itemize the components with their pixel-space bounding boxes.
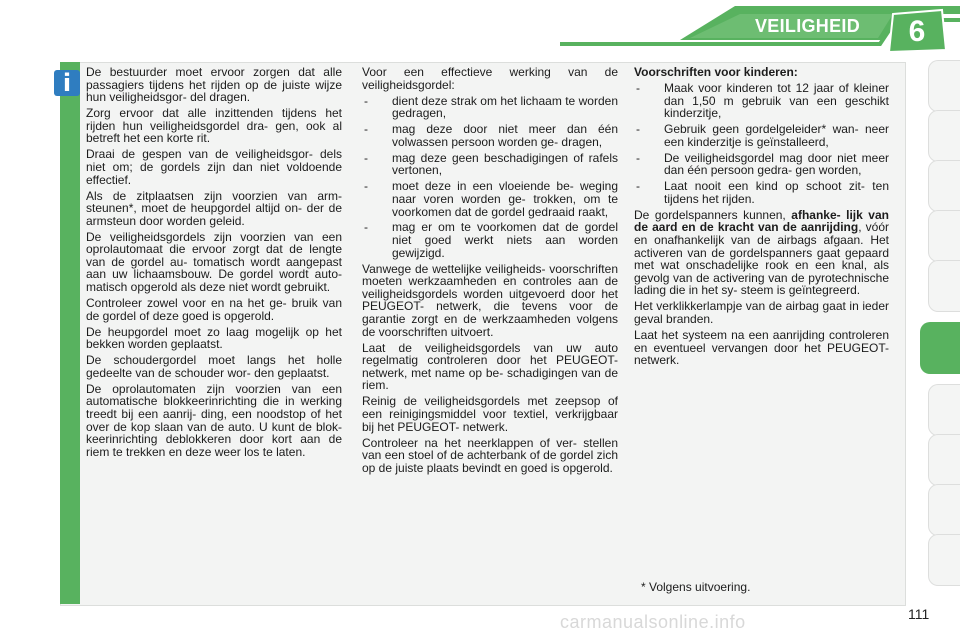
list-item-text: mag er om te voorkomen dat de gordel niet goed werkt niets aan worden gewijzigd. <box>392 220 618 260</box>
col3-paragraph: Het verklikkerlampje van de airbag gaat in ieder geval branden. <box>634 299 889 327</box>
col1-paragraph: Als de zitplaatsen zijn voorzien van arm- steunen*, moet de heupgordel altijd on- der de armsteun door worden geleid. <box>86 188 342 228</box>
chapter-tab-active[interactable] <box>920 322 960 374</box>
dash-marker: - <box>364 150 368 165</box>
col1-paragraph: De schoudergordel moet langs het holle gedeelte van de schouder wor- den geplaatst. <box>86 353 342 380</box>
pretensioner-emphasis: afhanke- lijk van de aard en de kracht van de aanrijding <box>634 207 889 235</box>
page-number: 111 <box>908 606 930 622</box>
list-item-text: moet deze in een vloeiende be- weging naar voren worden ge- trokken, om te voorkomen dat de gordel gedraaid raakt, <box>392 179 618 219</box>
chapter-tab[interactable] <box>928 484 960 536</box>
chapter-tab[interactable] <box>928 60 960 112</box>
col2-paragraph: Controleer na het neerklappen of ver- stellen van een stoel of de achterbank of de gordel zich op de juiste plaats bevindt en goed is opgerold. <box>362 435 618 475</box>
chapter-tab[interactable] <box>928 210 960 262</box>
chapter-tab[interactable] <box>928 434 960 486</box>
list-item-text: Laat nooit een kind op schoot zit- ten tijdens het rijden. <box>664 179 889 206</box>
col2-paragraph: Laat de veiligheidsgordels van uw auto regelmatig controleren door het PEUGEOT-netwerk, met name op be- schadigingen van de riem. <box>362 340 618 393</box>
col1-paragraph: Draai de gespen van de veiligheidsgor- dels niet om; de gordels zijn dan niet voldoende effectief. <box>86 147 342 187</box>
children-rules-heading: Voorschriften voor kinderen: <box>634 65 798 79</box>
pretensioner-paragraph <box>634 209 889 297</box>
list-item-text: Maak voor kinderen tot 12 jaar of kleiner dan 1,50 m gebruik van een geschikt kinderzitje, <box>664 80 889 121</box>
chapter-header <box>0 0 960 56</box>
list-item <box>634 82 889 120</box>
list-item <box>634 180 889 205</box>
chapter-tab[interactable] <box>928 534 960 586</box>
chapter-title: VEILIGHEID <box>754 16 860 36</box>
section-marker-strip <box>60 62 80 604</box>
col1-paragraph: De oprolautomaten zijn voorzien van een automatische blokkeerinrichting die in werking treedt bij een aanrij- ding, een noodstop of het over de kop slaan van de auto. U kunt de blok- keerinrichting deblokkeren door kort aan de riem te trekken en deze weer los te laten. <box>86 381 342 459</box>
col1-paragraph: De veiligheidsgordels zijn voorzien van een oprolautomaat die ervoor zorgt dat de lengte van de gordel au- tomatisch wordt aangepast aan uw lichaamsbouw. De gordel wordt auto- matisch opgerold als deze niet wordt gebruikt. <box>86 229 342 295</box>
list-item <box>362 221 618 259</box>
chapter-tabs <box>920 60 960 620</box>
column-3 <box>634 66 889 370</box>
dash-marker: - <box>636 80 640 95</box>
dash-marker: - <box>636 150 640 165</box>
dash-marker: - <box>636 179 640 194</box>
list-item <box>362 180 618 218</box>
column-2 <box>362 66 618 478</box>
col2-intro: Voor een effectieve werking van de veiligheidsgordel: <box>362 65 618 92</box>
list-item <box>362 95 618 120</box>
list-item-text: De veiligheidsgordel mag door niet meer dan één persoon gedra- gen worden, <box>664 150 889 178</box>
dash-marker: - <box>364 220 368 235</box>
list-item <box>362 152 618 177</box>
pretensioner-text-end: , vóór en onafhankelijk van de airbags afgaan. Het activeren van de gordelspanners gaat gepaard met wat onschadelijke rook en een knal, als gevolg van de activering van de pyrotechnische lading die in het sy- steem is geïntegreerd. <box>634 220 889 298</box>
col3-paragraph: Laat het systeem na een aanrijding controleren en eventueel vervangen door het PEUGEOT-netwerk. <box>634 328 889 368</box>
list-item-text: dient deze strak om het lichaam te worden gedragen, <box>392 93 618 121</box>
col2-paragraph: Reinig de veiligheidsgordels met zeepsop of een reinigingsmiddel voor textiel, verkrijgbaar bij het PEUGEOT- netwerk. <box>362 394 618 434</box>
list-item-text: mag deze geen beschadigingen of rafels vertonen, <box>392 150 618 178</box>
pretensioner-text-start: De gordelspanners kunnen, <box>634 207 792 222</box>
chapter-tab[interactable] <box>928 160 960 212</box>
list-item <box>634 152 889 177</box>
dash-marker: - <box>636 122 640 137</box>
col1-paragraph: Controleer zowel voor en na het ge- bruik van de gordel of deze goed is opgerold. <box>86 296 342 323</box>
col2-paragraph: Vanwege de wettelijke veiligheids- voorschriften moeten werkzaamheden en controles aan de veiligheidsgordels worden uitgevoerd door het PEUGEOT- netwerk, die tevens voor de garantie zorgt en de werkzaamheden volgens de voorschriften uitvoert. <box>362 261 618 339</box>
footnote: * Volgens uitvoering. <box>641 580 751 594</box>
chapter-tab[interactable] <box>928 110 960 162</box>
list-item <box>362 123 618 148</box>
col1-paragraph: Zorg ervoor dat alle inzittenden tijdens het rijden hun veiligheidsgordel dra- gen, ook al betreft het een korte rit. <box>86 106 342 146</box>
dash-marker: - <box>364 179 368 194</box>
col1-paragraph: De heupgordel moet zo laag mogelijk op het bekken worden geplaatst. <box>86 324 342 352</box>
list-item <box>634 123 889 148</box>
list-item-text: mag deze door niet meer dan één volwassen persoon worden ge- dragen, <box>392 122 618 149</box>
chapter-number: 6 <box>908 15 926 48</box>
watermark-text: carmanualsonline.info <box>560 612 746 632</box>
info-icon: i <box>54 70 80 96</box>
dash-marker: - <box>364 93 368 108</box>
dash-marker: - <box>364 122 368 137</box>
chapter-tab[interactable] <box>928 260 960 312</box>
chapter-tab[interactable] <box>928 384 960 436</box>
list-item-text: Gebruik geen gordelgeleider* wan- neer een kinderzitje is geïnstalleerd, <box>664 122 889 149</box>
column-1 <box>86 66 342 462</box>
col1-paragraph: De bestuurder moet ervoor zorgen dat alle passagiers tijdens het rijden op de juiste wijze hun veiligheidsgor- del dragen. <box>86 65 342 105</box>
